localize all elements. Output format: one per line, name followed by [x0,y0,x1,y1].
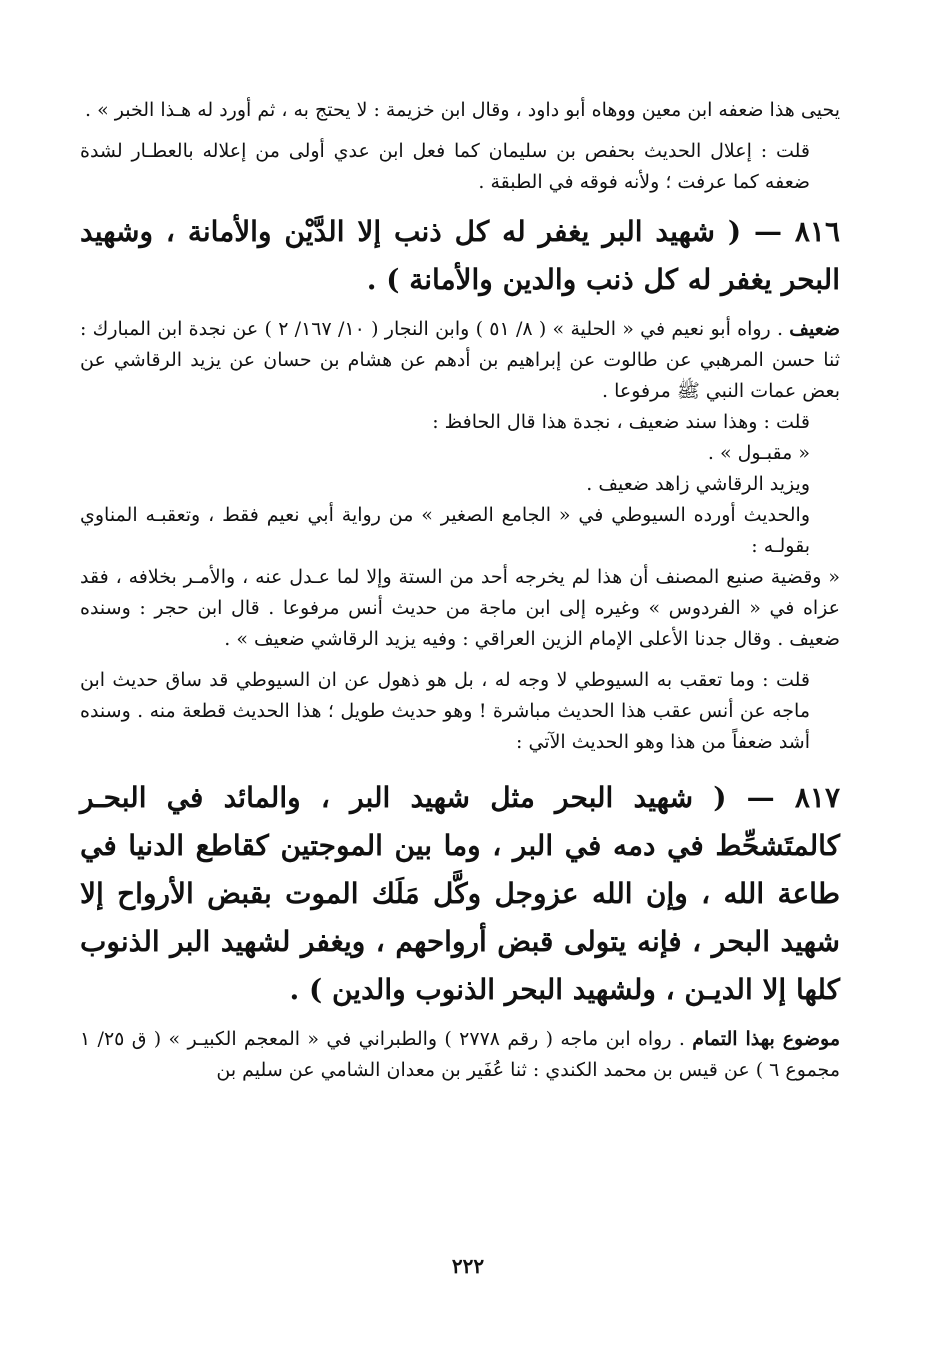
hadith-817-heading: ٨١٧ — ( شهيد البحر مثل شهيد البر ، والمائد في البحـر كالمتَشحِّط في دمه في البر ، وما بين الموجتين كقاطع الدنيا في طاعة الله ، وإن الله عزوجل وكَّل مَلَك الموت بقبض الأرواح إلا شهيد البحر ، فإنه يتولى قبض أرواحهم ، ويغفر لشهيد البر الذنوب كلها إلا الديـن ، ولشهيد البحر الذنوب والدين ) . [80,781,840,1006]
paragraph-suyuti: والحديث أورده السيوطي في « الجامع الصغير » من رواية أبي نعيم فقط ، وتعقبـه المناوي بقولـه : [80,504,810,557]
paragraph-comment: قلت : إعلال الحديث بحفص بن سليمان كما فعل ابن عدي أولى من إعلاله بالعطـار لشدة ضعفه كما عرفت ؛ ولأنه فوقه في الطبقة . [80,140,810,193]
paragraph-quote-maqbul: « مقبـول » . [707,442,810,464]
grading-label-817: موضوع بهذا التمام [692,1028,840,1050]
hadith-816-heading: ٨١٦ — ( شهيد البر يغفر له كل ذنب إلا الدَّيْن والأمانة ، وشهيد البحر يغفر له كل ذنب والدين والأمانة ) . [80,215,840,296]
paragraph-grading-817 [80,1024,840,1086]
paragraph-sanad: قلت : وهذا سند ضعيف ، نجدة هذا قال الحافظ : [432,411,810,433]
paragraph-munawi-quote: « وقضية صنيع المصنف أن هذا لم يخرجه أحد من الستة وإلا لما عـدل عنه ، والأمـر بخلافه ، فقد عزاه في « الفردوس » وغيره إلى ابن ماجة من حديث أنس مرفوعا . قال ابن حجر : وسنده ضعيف . وقال جدنا الأعلى الإمام الزين العراقي : وفيه يزيد الرقاشي ضعيف » . [80,566,840,650]
paragraph-continuation: يحيى هذا ضعفه ابن معين ووهاه أبو داود ، وقال ابن خزيمة : لا يحتج به ، ثم أورد له هـذا الخبر » . [85,99,840,121]
grading-label: ضعيف [789,318,840,340]
paragraph-comment-2: قلت : وما تعقب به السيوطي لا وجه له ، بل هو ذهول عن ان السيوطي قد ساق حديث ابن ماجه عن أنس عقب هذا الحديث مباشرة ! وهو حديث طويل ؛ هذا الحديث قطعة منه . وسنده أشد ضعفاً من هذا وهو الحديث الآتي : [80,669,810,753]
grading-text: . رواه أبو نعيم في « الحلية » ( ٨/ ٥١ ) وابن النجار ( ١٠/ ١٦٧/ ٢ ) عن نجدة ابن المبارك : ثنا حسن المرهبي عن طالوت عن إبراهيم بن أدهم عن هشام بن حسان عن يزيد الرقاشي عن بعض عمات النبي ﷺ مرفوعا . [80,318,840,402]
paragraph-grading-816 [80,314,840,407]
paragraph-raqashi: ويزيد الرقاشي زاهد ضعيف . [586,473,810,495]
page-body [80,95,840,1086]
page-number: ٢٢٢ [451,1254,485,1278]
grading-text-817: . رواه ابن ماجه ( رقم ٢٧٧٨ ) والطبراني في « المعجم الكبيـر » ( ق ٢٥/ ١ مجموع ٦ ) عن قيس بن محمد الكندي : ثنا عُفَير بن معدان الشامي عن سليم بن [80,1028,840,1081]
